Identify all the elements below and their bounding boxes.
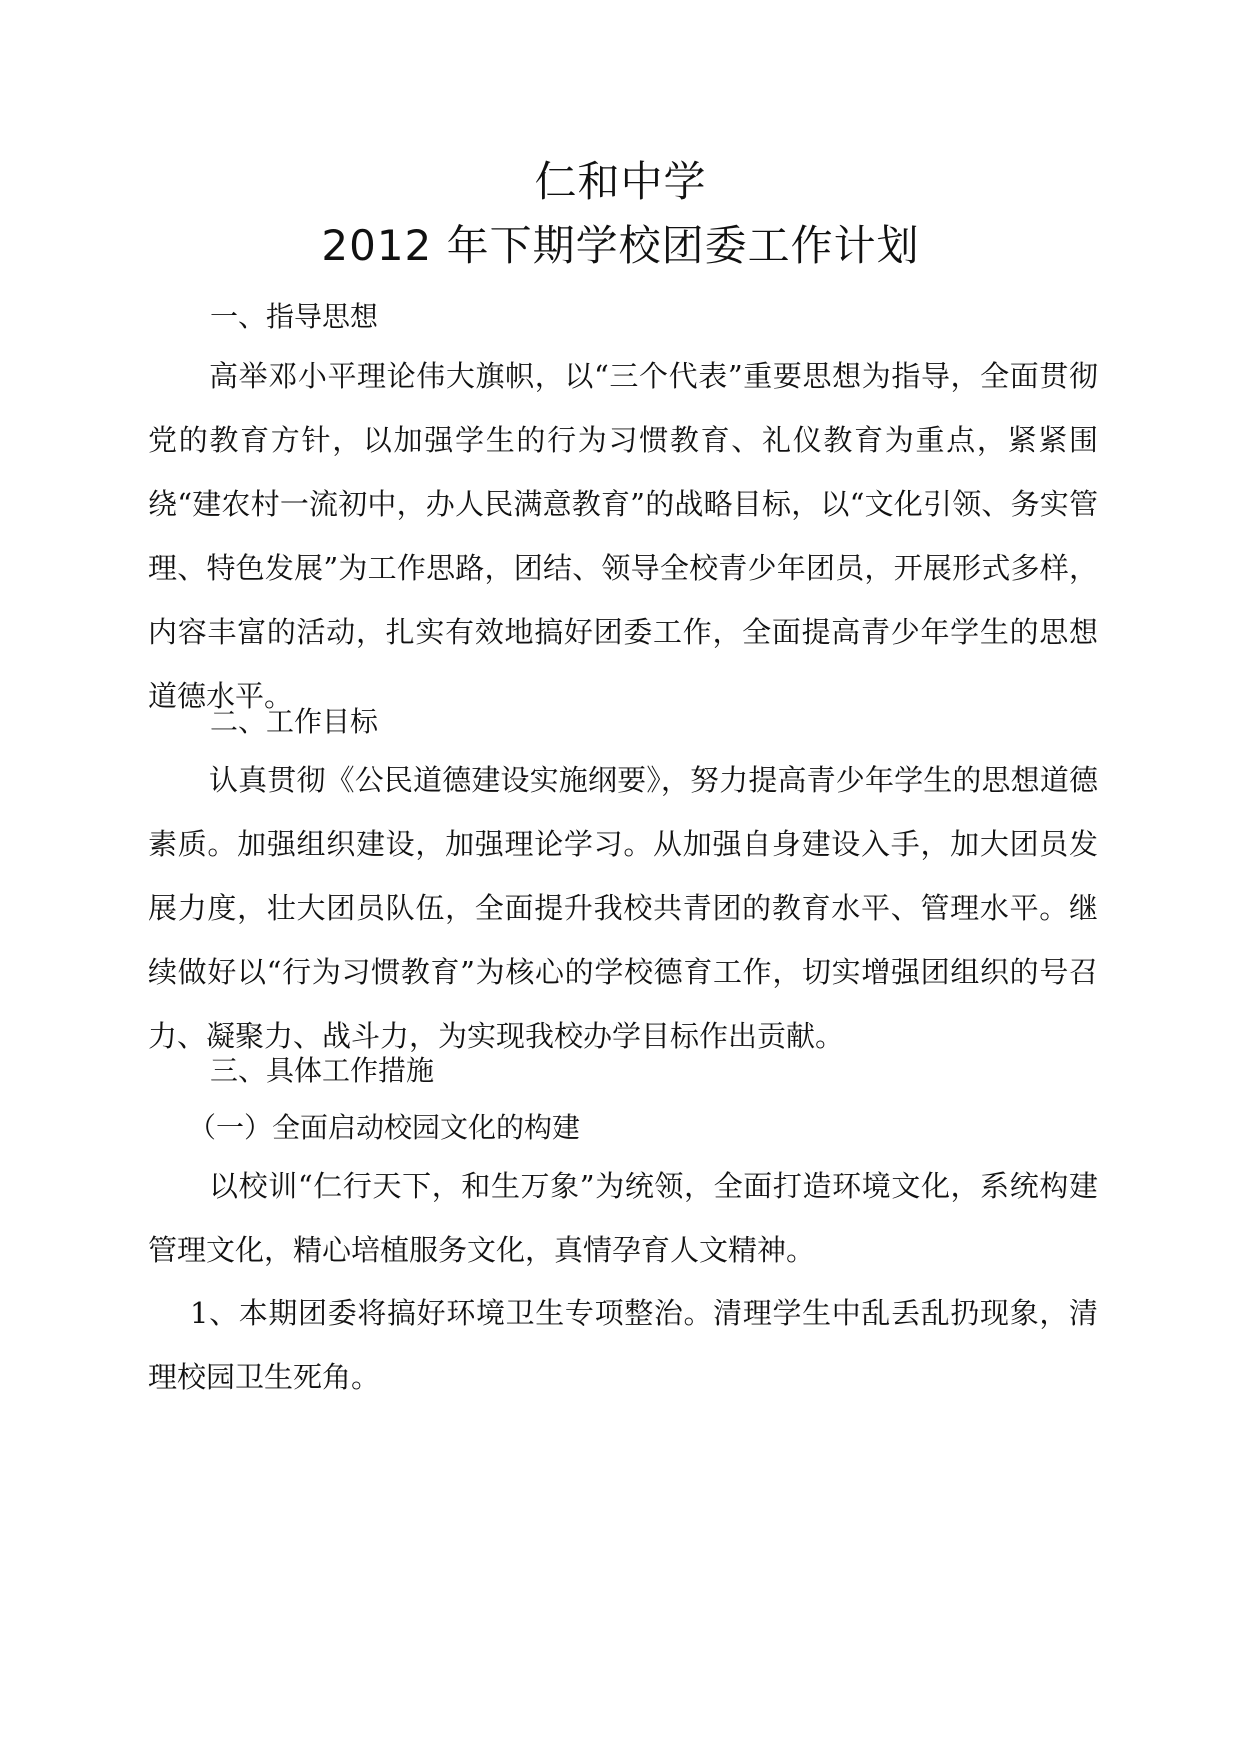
- section-3-paragraph: 以校训“仁行天下，和生万象”为统领，全面打造环境文化，系统构建管理文化，精心培植服务文化，真情孕育人文精神。: [148, 1169, 1098, 1267]
- section-2-heading: 二、工作目标: [210, 705, 379, 738]
- section-3-subheading: （一）全面启动校园文化的构建: [188, 1111, 581, 1144]
- document-title-plan: 2012 年下期学校团委工作计划: [321, 221, 920, 270]
- section-2-paragraph: 认真贯彻《公民道德建设实施纲要》，努力提高青少年学生的思想道德素质。加强组织建设，加强理论学习。从加强自身建设入手，加大团员发展力度，壮大团员队伍，全面提升我校共青团的教育水平、管理水平。继续做好以“行为习惯教育”为核心的学校德育工作，切实增强团组织的号召力、凝聚力、战斗力，为实现我校办学目标作出贡献。: [148, 763, 1098, 1053]
- section-1-heading: 一、指导思想: [210, 300, 379, 333]
- document-title-school: 仁和中学: [534, 157, 707, 206]
- section-3-heading: 三、具体工作措施: [210, 1054, 435, 1087]
- section-3-item-1: 1、本期团委将搞好环境卫生专项整治。清理学生中乱丢乱扔现象，清理校园卫生死角。: [148, 1296, 1098, 1394]
- section-1-paragraph: 高举邓小平理论伟大旗帜，以“三个代表”重要思想为指导，全面贯彻党的教育方针，以加强学生的行为习惯教育、礼仪教育为重点，紧紧围绕“建农村一流初中，办人民满意教育”的战略目标，以“文化引领、务实管理、特色发展”为工作思路，团结、领导全校青少年团员，开展形式多样，内容丰富的活动，扎实有效地搞好团委工作，全面提高青少年学生的思想道德水平。: [148, 359, 1098, 713]
